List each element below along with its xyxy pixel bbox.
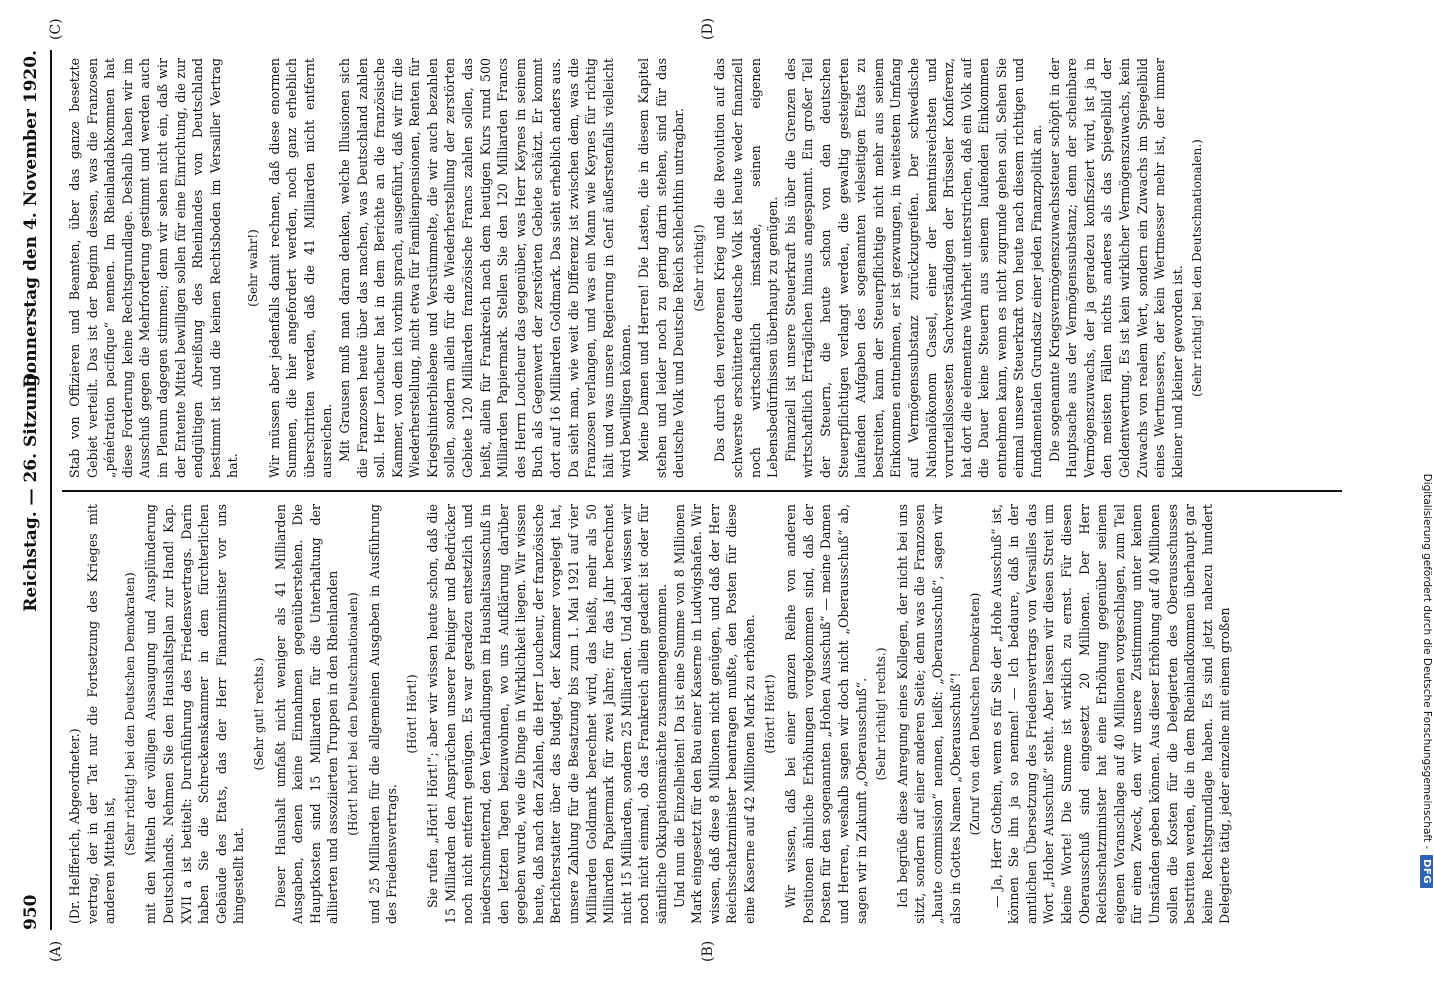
paragraph: (Dr. Helfferich, Abgeordneter.) [67,728,82,924]
interjection: (Sehr richtig! rechts.) [874,647,889,781]
margin-marker-a: (A) [48,940,64,962]
paragraph: Finanziell ist unsere Steuerkraft bis über die Grenzen des wirtschaftlich Erträglichen hinaus angespannt. Ein großer Teil der Steuern, die heute schon von den deutschen Steuerpflichtigen verlangt werden, die gewaltig gesteigerten laufenden Aufgaben des sogenannten vielseitigen Etats zu bestreiten, kann der Steuerpflichtige nicht mehr aus seinem Einkommen entnehmen, er ist gezwungen, in weitestem Umfang auf Vermögenssubstanz zurückzugreifen. Der schwedische Nationalökonom Cassel, einer der kenntnisreichsten und vorurteilslosesten Sachverständigen der Brüsseler Konferenz, hat dort die elementare Wahrheit unterstrichen, daß ein Volk auf die Dauer keine Steuern aus seinem laufenden Einkommen entnehmen kann, wenn es nicht zugrunde gehen soll. Sehen Sie einmal unsere Steuerkraft von heute nach diesem richtigen und fundamentalen Grundsatz einer jeden Finanzpolitik an. [782,58,1045,478]
paragraph: Ich begrüße diese Anregung eines Kollegen, der nicht bei uns sitzt, sondern auf einer anderen Seite; denn was die Franzosen „haute commission“ nennen, heißt: „Oberausschuß“, sagen wir also in Gottes Namen „Oberausschuß“! [894,504,963,924]
paragraph: Die sogenannte Kriegsvermögenszuwachssteuer schöpft in der Hauptsache aus der Vermögenssubstanz; denn der scheinbare Vermögenszuwachs, der ja geradezu konfisziert wird, ist ja in den meisten Fällen nichts anderes als das Spiegelbild der Geldentwertung. Es ist kein wirklicher Vermögenszuwachs, kein Zuwachs von realem Wert, sondern ein Zuwachs im Spiegelbild eines Wertmessers, der kein Wertmesser mehr ist, der immer kleiner und kleiner geworden ist. [1046,58,1185,478]
dfg-logo: DFG [1421,855,1434,888]
interjection: (Zuruf von den Deutschen Demokraten) [968,592,983,836]
session-date: Donnerstag den 4. November 1920. [21,50,41,388]
paragraph: Dieser Haushalt umfaßt nicht weniger als 41 Milliarden Ausgaben, denen keine Einnahmen gegenüberstehen. Die Hauptkosten sind 15 Milliarden für die Unterhaltung der alliierten und assoziierten Truppen in den Rheinlanden [272,504,341,924]
page-number: 950 [21,894,41,930]
paragraph: vertrag, der in der Tat nur die Fortsetzung des Krieges mit anderen Mitteln ist, [84,504,118,924]
interjection: (Hört! hört! bei den Deutschnationalen) [345,592,360,836]
paragraph: und 25 Milliarden für die allgemeinen Ausgaben in Ausführung des Friedensvertrags. [366,504,400,924]
paragraph: Wir wissen, daß bei einer ganzen Reihe von anderen Positionen ähnliche Erhöhungen vorgekommen sind, daß der Posten für den sogenannten „Hohen Ausschuß“ — meine Damen und Herren, weshalb sagen wir doch nicht „Oberausschuß“ ab, sagen wir in Zukunft „Oberausschuß“. [783,504,869,924]
session-title: Reichstag. — 26. Sitzung. [21,368,41,612]
interjection: (Sehr richtig! bei den Deutschen Demokraten) [122,572,137,856]
digitization-stamp [1416,8,1434,888]
interjection: (Sehr richtig!) [691,224,706,312]
paragraph: Wir müssen aber jedenfalls damit rechnen, daß diese enormen Summen, die hier angefordert werden, noch ganz erheblich überschritten werden, daß die 41 Milliarden nicht entfernt ausreichen. [266,58,335,478]
paragraph: Stab von Offizieren und Beamten, über das ganze besetzte Gebiet verteilt. Das ist der Beginn dessen, was die Franzosen „pénétration pacifique“ nennen. Im Rheinlandabkommen hat diese Forderung keine Rechtsgrundlage. Deshalb haben wir im Ausschuß gegen die Mehrforderung gestimmt und werden auch im Plenum dagegen stimmen; denn wir sehen nicht ein, daß wir der Entente Mittel bewilligen sollen für eine Einrichtung, die zur endgültigen Abreißung des Rheinlandes von Deutschland bestimmt ist und die keinen Rechtsboden im Versailler Vertrag hat. [67,58,241,478]
running-header [18,50,44,930]
interjection: (Sehr wahr!) [245,229,260,307]
paragraph: Das durch den verlorenen Krieg und die Revolution auf das schwerste erschütterte deutsche Volk ist heute weder finanziell noch wirtschaftlich imstande, seinen eigenen Lebensbedürfnissen überhaupt zu genügen. [712,58,781,478]
digitization-credit: Digitalisierung gefördert durch die Deutsche Forschungsgemeinschaft - [1421,473,1433,850]
interjection: (Sehr richtig! bei den Deutschnationalen.) [1190,139,1205,397]
margin-marker-c: (C) [48,18,64,40]
margin-marker-d: (D) [700,17,716,40]
paragraph: — Ja, Herr Gothein, wenn es für Sie der „Hohe Ausschuß“ ist, können Sie ihn ja so nennen! — Ich bedaure, daß in der amtlichen Übersetzung des Friedensvertrags von Versailles das Wort „Hoher Ausschuß“ steht. Aber lassen wir diesen Streit um kleine Worte! Die Summe ist wirklich zu ernst. Für diesen Oberausschuß sind eingesetzt 20 Millionen. Der Herr Reichsschatzminister hat eine Erhöhung gegenüber seinem eigenen Voranschlage auf 40 Millionen vorgeschlagen, zum Teil für einen Zweck, den wir unsere Zustimmung unter keinen Umständen geben können. Aus dieser Erhöhung auf 40 Millionen sollen die Kosten für die Delegierten des Oberausschusses bestritten werden, die in dem Rheinlandkommen überhaupt gar keine Rechtsgrundlage haben. Es sind jetzt nahezu hundert Delegierte tätig, jeder einzelne mit einem großen [988,504,1233,924]
paragraph: Und nun die Einzelheiten! Da ist eine Summe von 8 Millionen Mark eingesetzt für den Bau einer Kaserne in Ludwigshafen. Wir wissen, daß diese 8 Millionen nicht genügen, und daß der Herr Reichsschatzminister beantragen mußte, den Posten für diese eine Kaserne auf 42 Millionen Mark zu erhöhen. [671,504,757,924]
header-rule [50,50,52,930]
paragraph: Meine Damen und Herren! Die Lasten, die in diesem Kapitel stehen und leider noch zu gering darin stehen, sind für das deutsche Volk und Deutsche Reich schlechthin untragbar. [636,58,687,478]
interjection: (Hört! Hört!) [404,674,419,754]
left-text-column [66,504,1346,924]
right-text-column [66,58,1346,478]
interjection: (Hört! Hört!) [762,674,777,754]
paragraph: mit den Mitteln der völligen Aussaugung und Ausplünderung Deutschlands. Nehmen Sie den Haushaltsplan zur Hand! Kap. XVII a ist betitelt: Durchführung des Friedensvertrags. Darin haben Sie die Schreckenskammer in dem fürchterlichen Gebäude des Etats, das der Herr Finanzminister vor uns hingestellt hat. [143,504,247,924]
paragraph: Mit Grausen muß man daran denken, welche Illusionen sich die Franzosen heute über das machen, was Deutschland zahlen soll. Herr Loucheur hat in dem Berichte an die französische Kammer, von dem ich vorhin sprach, ausgeführt, daß wir für die Wiederherstellung, nicht etwa für Familienpensionen, Renten für Kriegshinterbliebene und Verstümmelte, die wir auch bezahlen sollen, sondern allein für die Wiederherstellung der zerstörten Gebiete 120 Milliarden französische Francs zahlen sollen, das heißt, allein für Frankreich nach dem heutigen Kurs rund 500 Milliarden Papiermark. Stellen Sie den 120 Milliarden Francs des Herrn Loucheur das gegenüber, was Herr Keynes in seinem Buch als Gegenwert der zerstörten Gebiete schätzt. Er kommt dort auf 16 Milliarden Goldmark. Das sieht erheblich anders aus. Da sieht man, wie weit die Differenz ist zwischen dem, was die Franzosen verlangen, und was ein Mann wie Keynes für richtig hält und was unsere Regierung in Genf äußerstenfalls vielleicht wird bewilligen können. [336,58,634,478]
interjection: (Sehr gut! rechts.) [251,657,266,771]
margin-marker-b: (B) [700,940,716,962]
paragraph: Sie rufen „Hört! Hört!“; aber wir wissen heute schon, daß die 15 Milliarden den Ansprüchen unserer Peiniger und Bedrücker noch nicht entfernt genügen. Es war geradezu entsetzlich und niederschmetternd, den Verhandlungen im Haushaltsausschuß in den letzten Tagen beizuwohnen, wo uns Aufklärung darüber gegeben wurde, wie die Dinge in Wirklichkeit liegen. Wir wissen heute, daß nach den Zahlen, die Herr Loucheur, der französische Berichterstatter über das Budget, der Kammer vorgelegt hat, unsere Zahlung für die Besatzung bis zum 1. Mai 1921 auf vier Milliarden Goldmark berechnet wird, das heißt, mehr als 50 Milliarden Papiermark für zwei Jahre; für das Jahr berechnet nicht 15 Milliarden, sondern 25 Milliarden. Und dabei wissen wir noch nicht einmal, ob das Frankreich allein gedacht ist oder für sämtliche Okkupationsmächte zusammengenommen. [425,504,669,924]
column-divider [62,490,1342,492]
